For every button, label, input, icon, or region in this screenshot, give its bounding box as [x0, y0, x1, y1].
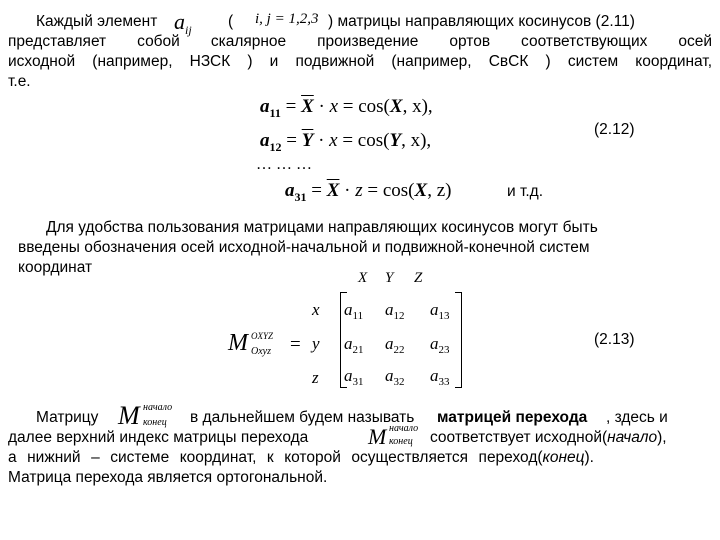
para1-line4: т.е.	[8, 73, 31, 90]
matrix-cell-23: $a_{23}$	[430, 334, 450, 356]
para3-word-end: конец	[542, 449, 585, 466]
matrix-symbol-inline-2-sup: начало	[389, 423, 419, 434]
matrix-col-header-0: X	[358, 270, 368, 286]
para3-line3: а нижний – системе координат, к которой осуществляется переход(конец).	[8, 449, 594, 466]
para3-line2-end: соответствует исходной(начало),	[430, 429, 667, 446]
para1-line2: представляет собой скалярное произведение ортов соответствующих осей	[8, 33, 712, 50]
eq212-row1: $a_{11} = \overline{X} \cdot x = \cos(X$, x),	[260, 96, 433, 120]
para3-line1-start: Матрицу	[36, 409, 99, 426]
matrix-symbol-inline-1: M	[118, 401, 140, 430]
element-symbol-subscript: ij	[185, 23, 192, 37]
matrix-symbol-inline-2: M	[368, 424, 387, 449]
para1-line1-start: Каждый элемент	[36, 13, 158, 30]
matrix-bracket-right	[455, 292, 462, 388]
para2-line3: координат	[18, 259, 93, 276]
matrix-cell-21: $a_{21}$	[344, 334, 364, 356]
para1-line1-end: ) матрицы направляющих косинусов (2.11)	[328, 13, 635, 30]
matrix-symbol-inline-2-sub: конец	[389, 436, 413, 447]
direction-cosine-matrix	[340, 292, 462, 388]
index-range: i, j = 1,2,3	[255, 11, 319, 27]
para3-line2-start: далее верхний индекс матрицы перехода	[8, 429, 309, 446]
matrix-cell-32: $a_{32}$	[385, 366, 405, 388]
eq212-number: (2.12)	[594, 121, 635, 138]
matrix-symbol-inline-1-sup: начало	[143, 402, 173, 413]
transition-matrix-sup: OXYZ	[251, 331, 274, 341]
para3-line4: Матрица перехода является ортогональной.	[8, 469, 328, 486]
para3-line1-mid: в дальнейшем будем называть	[190, 409, 415, 426]
para3-word-start: начало	[607, 429, 658, 446]
matrix-cell-11: $a_{11}$	[344, 300, 364, 322]
para1-line3: исходной (например, НЗСК ) и подвижной (например, СвСК ) систем координат,	[8, 53, 712, 70]
eq212-dots: … … …	[256, 156, 312, 173]
matrix-row-label-2: z	[312, 368, 319, 387]
matrix-cell-12: $a_{12}$	[385, 300, 405, 322]
matrix-cell-31: $a_{31}$	[344, 366, 364, 388]
eq213-number: (2.13)	[594, 331, 635, 348]
matrix-row-label-0: x	[312, 300, 320, 319]
para2-line2: введены обозначения осей исходной-начальной и подвижной-конечной систем	[18, 239, 590, 256]
matrix-col-header-2: Z	[414, 270, 423, 286]
eq212-row2: $a_{12} = \overline{Y} \cdot x = \cos(Y$, x),	[260, 130, 432, 154]
para3-line1-end: , здесь и	[606, 409, 668, 426]
matrix-cell-13: $a_{13}$	[430, 300, 450, 322]
eq212-row3: $a_{31} = \overline{X} \cdot z = \cos(X$, z)	[285, 180, 452, 204]
para3-term-transition-matrix: матрицей перехода	[437, 409, 588, 426]
transition-matrix-symbol: M	[228, 330, 248, 356]
matrix-cell-22: $a_{22}$	[385, 334, 405, 356]
matrix-cell-33: $a_{33}$	[430, 366, 450, 388]
matrix-col-header-1: Y	[385, 270, 394, 286]
matrix-symbol-inline-1-sub: конец	[143, 417, 167, 428]
para2-line1: Для удобства пользования матрицами направляющих косинусов могут быть	[46, 219, 598, 236]
transition-matrix-sub: Oxyz	[251, 346, 271, 357]
para1-paren-open: (	[228, 13, 234, 30]
eq212-etc: и т.д.	[507, 183, 544, 200]
element-symbol-a: a	[174, 9, 185, 34]
matrix-row-label-1: y	[312, 334, 320, 353]
matrix-equals: =	[290, 334, 301, 355]
